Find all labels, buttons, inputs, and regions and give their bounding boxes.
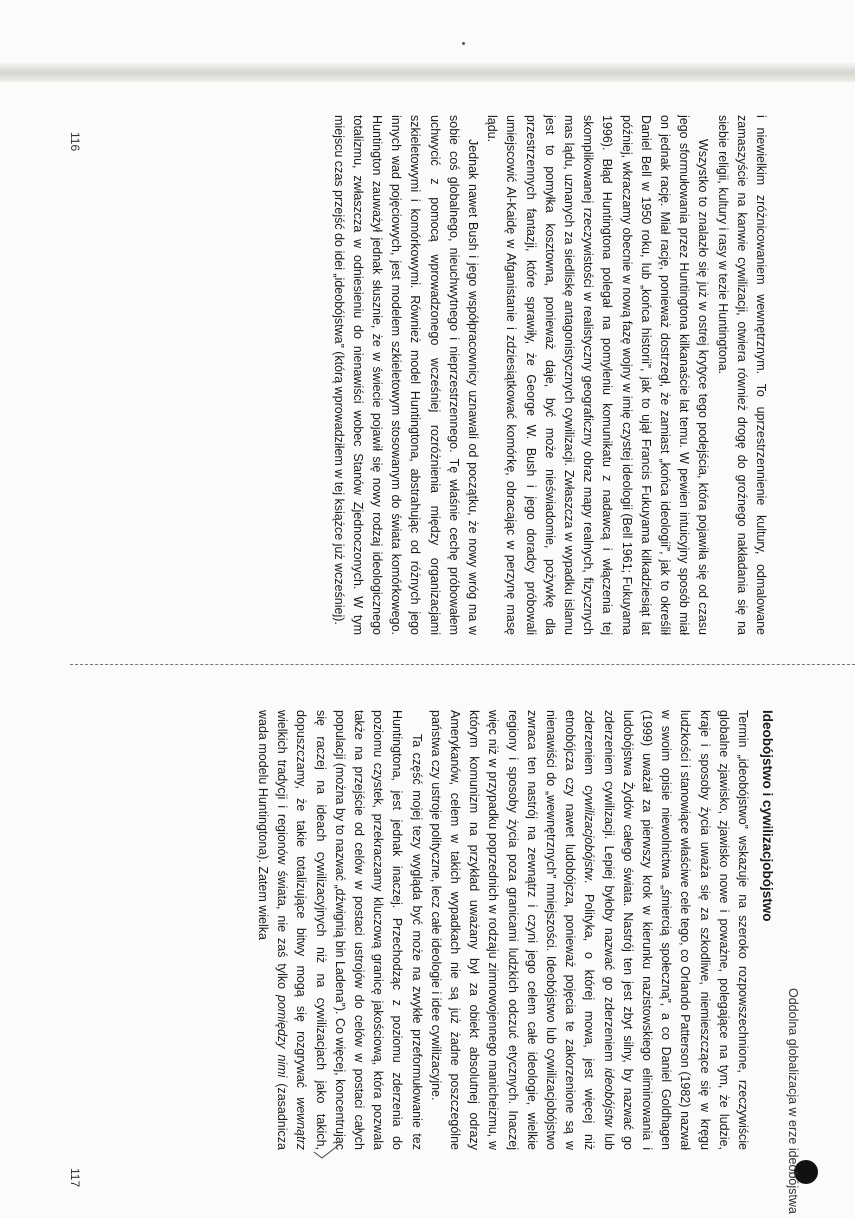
paragraph: i niewielkim zróżnicowaniem wewnętrznym. To uprzestrzennienie kultury, odmalowane zamaszyście na kanwie cywilizacji, otwiera również drogę do groźnego nakładania się na siebie religii, kultury i rasy w tezie Huntingtona. — [715, 115, 768, 635]
page-left-body — [328, 115, 770, 635]
italic-term: cywilizacjobójstw — [582, 785, 597, 880]
italic-term: pomiędzy nimi — [275, 995, 290, 1078]
pencil-tick-mark — [312, 1142, 342, 1160]
italic-term: wewnątrz — [294, 1097, 309, 1150]
text-run: . Polityka, o której mowa, jest więcej niż etnobójcza czy nawet ludobójcza, ponieważ pojęcia te zakorzenione są w nienawiści do „wewnętrznych” mniejszości. Ideobójstwo lub cywilizacjobójstwo zwraca ten nastrój na zewnątrz i czyni jego celem całe ideologie, wielkie regiony i sposoby życia poza granicami ludzkich odczuć etycznych. Inaczej więc niż w przypadku poprzednich w rodzaju zimnowojennego manicheizmu, w którym komunizm na przykład uważany był za obiekt absolutnej odrazy Amerykanów, celem w takich wypadkach nie są już żadne poszczególne państwa czy ustroje polityczne, lecz całe ideologie i idee cywilizacyjne. — [428, 710, 597, 1150]
paragraph — [253, 710, 426, 1150]
scan-speck — [462, 42, 465, 45]
paragraph: Jednak nawet Bush i jego współpracownicy uznawali od początku, że nowy wróg ma w sobie coś globalnego, nieuchwytnego i nieprzestrzennego. Tę właśnie cechę próbowałem uchwycić z pomocą wprowadzonego wcześniej rozróżnienia między organizacjami szkieletowymi i komórkowymi. Również model Huntingtona, abstrahując od różnych jego innych wad pojęciowych, jest modelem szkieletowym stosowanym do świata komórkowego. Huntington zauważył jednak słusznie, że w świecie pojawił się nowy rodzaj ideologicznego totalizmu, zwłaszcza w odniesieniu do nienawiści wobec Stanów Zjednoczonych. W tym miejscu czas przejść do idei „ideobójstwa” (którą wprowadziłem w tej książce już wcześniej). — [331, 115, 480, 635]
text-run: lub zderzeniem — [582, 710, 616, 1150]
page-gutter-line — [70, 664, 855, 665]
running-header: Oddolna globalizacja w erze ideobójstwa — [786, 988, 800, 1214]
italic-term: ideobójstw — [601, 1067, 616, 1127]
page-right-body — [253, 710, 775, 1150]
text-run: Ta część mojej tezy wygląda być może na zwykłe przeformułowanie tez Huntingtona, jest jednak inaczej. Przechodząc z poziomu zderzenia do poziomu czystek, przekraczamy kluczową granicę jakościową, która pozwala także na przejście od celów w postaci ustrojów do celów w postaci całych populacji (można by to nazwać „dźwignią bin Ladena”). Co więcej, koncentrując się raczej na ideach cywilizacyjnych niż na cywilizacjach jako takich, dopuszczamy, że takie totalizujące bitwy mogą się rozgrywać — [294, 710, 424, 1150]
text-run: wielkich tradycji i regionów świata, nie zaś tylko — [275, 710, 290, 996]
text-run: Termin „ideobójstwo” wskazuje na szeroko rozpowszechnione, rzeczywiście globalne zjawisko, zjawisko nowe i poważne, polegające na tym, że ludzie, kraje i sposoby życia uważa się za szkodliwe, niemieszczące się w kręgu ludzkości i stanowiące właściwe cele tego, co Orlando Patterson (1982) nazwał w swoim opisie niewolnictwa „śmiercią społeczną”, a co Daniel Goldhagen (1999) uważał za pierwszy krok w kierunku nazistowskiego eliminowania i ludobójstwa Żydów całego świata. Nastrój ten jest zbyt silny, by nazwać go zderzeniem cywilizacji. Lepiej byłoby nazwać go zderzeniem — [601, 710, 750, 1150]
paragraph: Wszystko to znalazło się już w ostrej krytyce tego podejścia, która pojawiła się od czasu jego sformułowania przez Huntingtona kilkanaście lat temu. W pewien intuicyjny sposób miał on jednak rację. Miał rację, ponieważ dostrzegł, że zamiast „końca ideologii”, jak to określił Daniel Bell w 1950 roku, lub „końca historii”, jak to ujął Francis Fukuyama kilkadziesiąt lat później, wkraczamy obecnie w nową fazę wojny w imię czystej ideologii (Bell 1961; Fukuyama 1996). Błąd Huntingtona polegał na pomyleniu komunikatu z nadawcą i włączenia tej skomplikowanej rzeczywistości w realistyczny geograficzny obraz mapy realnych, fizycznych mas lądu, uznanych za siedliskę antagonistycznych cywilizacji. Zwłaszcza w wypadku islamu jest to pomyłka kosztowna, ponieważ daje, być może nieświadomie, pożywkę dla przestrzennych fantazji, które sprawiły, że George W. Bush i jego doradcy próbowali umiejscowić Al-Kaidę w Afganistanie i zdziesiątkować komórkę, obracając w perzynę masę lądu. — [485, 115, 711, 635]
section-title: Ideobójstwo i cywilizacjobójstwo — [760, 710, 775, 922]
scan-shadow — [0, 60, 855, 82]
page-number-right: 117 — [68, 1168, 82, 1188]
paragraph — [426, 710, 752, 1150]
page-number-left: 116 — [68, 132, 82, 152]
text-run: (zasadnicza wada modelu Huntingtona). Zatem wielka — [255, 710, 290, 1150]
